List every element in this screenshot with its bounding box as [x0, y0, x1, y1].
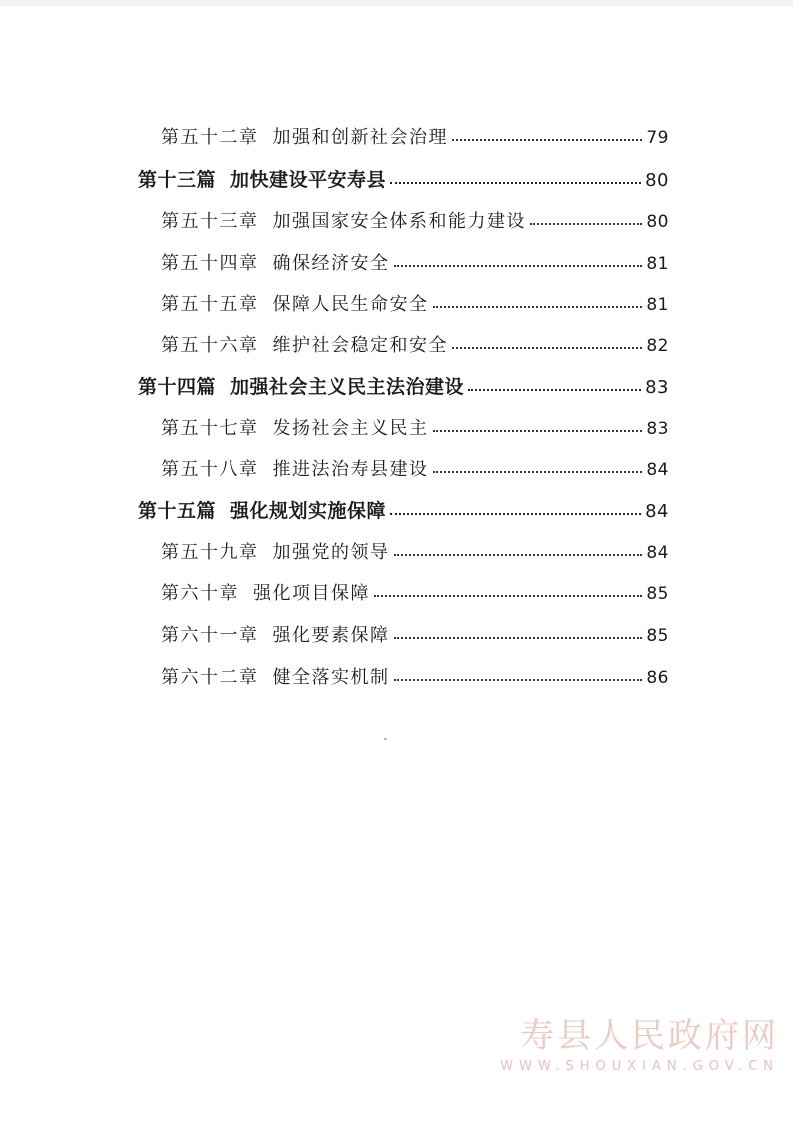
toc-entry-page: 84 [646, 460, 669, 480]
dot-leader [394, 637, 643, 639]
toc-entry-title: 健全落实机制 [272, 667, 390, 688]
toc-entry-number: 第六十章 [161, 583, 239, 604]
toc-entry-page: 80 [646, 212, 669, 232]
toc-entry[interactable] [161, 414, 669, 440]
dot-leader [468, 389, 641, 391]
toc-entry-number: 第五十三章 [161, 211, 259, 232]
toc-entry-title: 推进法治寿县建设 [272, 459, 429, 480]
toc-entry-title: 加强党的领导 [272, 542, 390, 563]
toc-part-page: 83 [645, 377, 669, 398]
toc-entry-title: 保障人民生命安全 [272, 294, 429, 315]
dot-leader [433, 430, 643, 432]
toc-entry[interactable] [161, 331, 669, 357]
toc-entry[interactable] [161, 455, 669, 481]
toc-entry-title: 确保经济安全 [272, 253, 390, 274]
toc-part-number: 第十四篇 [138, 376, 217, 398]
toc-entry[interactable] [161, 579, 669, 605]
toc-entry-number: 第五十六章 [161, 335, 259, 356]
toc-entry-number: 第六十一章 [161, 625, 259, 646]
dot-leader [452, 347, 642, 349]
toc-part-page: 84 [645, 501, 669, 522]
dot-leader [530, 223, 642, 225]
toc-part-title: 加强社会主义民主法治建设 [230, 376, 465, 398]
toc-entry-page: 83 [646, 419, 669, 439]
toc-entry[interactable] [161, 538, 669, 564]
toc-entry-number: 第五十五章 [161, 294, 259, 315]
toc-entry-title: 强化项目保障 [253, 583, 370, 604]
toc-part-entry[interactable] [138, 496, 669, 523]
toc-entry-page: 84 [646, 543, 669, 563]
toc-entry-title: 强化要素保障 [272, 625, 390, 646]
toc-entry[interactable] [161, 207, 669, 233]
dot-leader [394, 265, 643, 267]
dot-leader [390, 513, 641, 515]
toc-entry-number: 第六十二章 [161, 667, 259, 688]
toc-part-number: 第十五篇 [138, 500, 217, 522]
toc-entry[interactable] [161, 621, 669, 647]
toc-entry-page: 85 [646, 584, 669, 604]
dot-leader [374, 595, 642, 597]
dot-leader [433, 306, 643, 308]
toc-entry-page: 81 [646, 254, 669, 274]
dot-leader [394, 554, 643, 556]
toc-entry-number: 第五十九章 [161, 542, 259, 563]
dot-leader [452, 139, 642, 141]
toc-entry-number: 第五十八章 [161, 459, 259, 480]
toc-entry-page: 86 [646, 668, 669, 688]
toc-part-entry[interactable] [138, 372, 669, 399]
dot-leader [433, 471, 643, 473]
toc-entry-page: 81 [646, 295, 669, 315]
toc-entry-number: 第五十七章 [161, 418, 259, 439]
watermark-url: WWW.SHOUXIAN.GOV.CN [500, 1059, 779, 1074]
toc-part-number: 第十三篇 [138, 169, 217, 191]
toc-entry[interactable] [161, 123, 669, 149]
toc-entry-number: 第五十四章 [161, 253, 259, 274]
toc-entry-page: 85 [646, 626, 669, 646]
toc-entry-title: 维护社会稳定和安全 [272, 335, 448, 356]
toc-part-title: 加快建设平安寿县 [230, 169, 387, 191]
toc-entry-title: 加强国家安全体系和能力建设 [272, 211, 526, 232]
scan-speck [384, 738, 387, 740]
toc-part-entry[interactable] [138, 165, 669, 192]
toc-part-title: 强化规划实施保障 [230, 500, 387, 522]
page-top-edge [0, 0, 793, 6]
toc-entry[interactable] [161, 290, 669, 316]
toc-entry-page: 82 [646, 336, 669, 356]
toc-entry[interactable] [161, 663, 669, 689]
toc-entry-page: 79 [646, 128, 669, 148]
dot-leader [394, 679, 643, 681]
toc-entry-number: 第五十二章 [161, 127, 259, 148]
toc-part-page: 80 [645, 170, 669, 191]
dot-leader [390, 182, 641, 184]
watermark [500, 1008, 779, 1074]
toc-entry-title: 发扬社会主义民主 [272, 418, 429, 439]
toc-entry[interactable] [161, 249, 669, 275]
watermark-title: 寿县人民政府网 [520, 1016, 779, 1056]
toc-entry-title: 加强和创新社会治理 [272, 127, 448, 148]
